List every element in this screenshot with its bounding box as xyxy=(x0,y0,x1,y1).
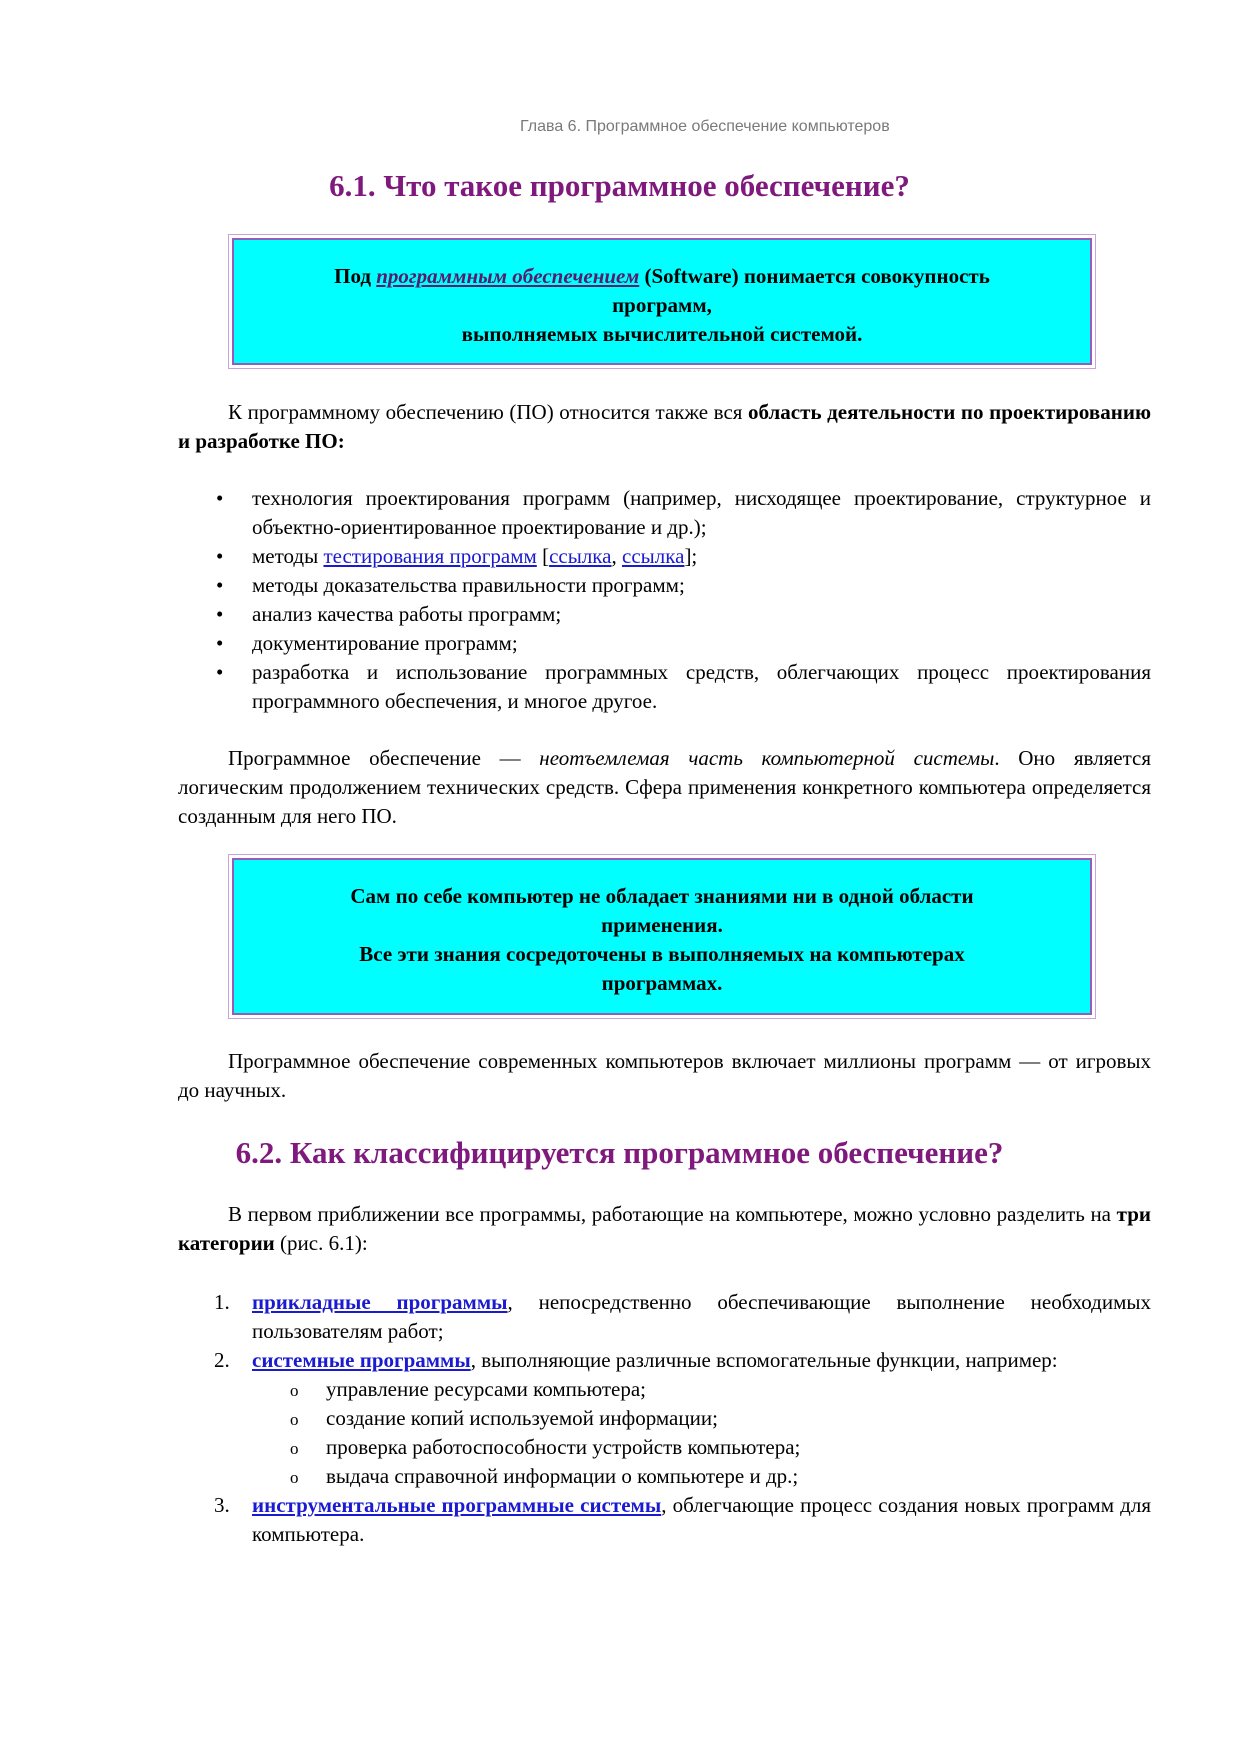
circle-bullet-icon: o xyxy=(290,1468,299,1487)
callout-prefix: Под xyxy=(334,264,377,288)
sub-item-text: выдача справочной информации о компьютере и др.; xyxy=(326,1464,799,1488)
numbered-item-applied xyxy=(178,1288,1151,1346)
list-item-text: методы доказательства правильности программ; xyxy=(252,573,685,597)
numbered-item-system xyxy=(178,1346,1151,1491)
callout-term: программным обеспечением xyxy=(376,264,640,288)
paragraph-integral-italic: неотъемлемая часть компьютерной системы xyxy=(539,746,995,770)
categories-numbered-list xyxy=(178,1288,1151,1549)
sub-list-item xyxy=(252,1462,1151,1491)
list-item xyxy=(178,484,1151,542)
list-item xyxy=(178,542,1151,571)
circle-bullet-icon: o xyxy=(290,1381,299,1400)
list-item-text: методы xyxy=(252,544,324,568)
running-header: Глава 6. Программное обеспечение компьютеров xyxy=(520,118,890,135)
callout-line-2: программ, xyxy=(612,293,712,317)
list-item-text: документирование программ; xyxy=(252,631,518,655)
paragraph-millions-programs: Программное обеспечение современных компьютеров включает миллионы программ — от игровых до научных. xyxy=(178,1049,1151,1102)
bracket-close: ]; xyxy=(684,544,698,568)
sub-list-item xyxy=(252,1404,1151,1433)
link-system-programs[interactable]: системные программы xyxy=(252,1348,471,1372)
callout2-line-4: программах. xyxy=(601,971,723,995)
bullet-icon: • xyxy=(216,544,224,568)
link-testing-programs[interactable]: тестирования программ xyxy=(323,544,537,568)
item-number: 1. xyxy=(214,1290,230,1314)
sub-list-item xyxy=(252,1375,1151,1404)
paragraph-categories-start: В первом приближении все программы, работающие на компьютере, можно условно разделить на xyxy=(228,1202,1117,1226)
list-item xyxy=(178,658,1151,716)
list-item-text: анализ качества работы программ; xyxy=(252,602,562,626)
section-title-6-2: 6.2. Как классифицируется программное обеспечение? xyxy=(235,1135,1004,1170)
list-item-text: разработка и использование программных средств, облегчающих процесс проектирования программного обеспечения, и многое другое. xyxy=(252,660,1151,713)
item-number: 2. xyxy=(214,1348,230,1372)
sub-item-text: проверка работоспособности устройств компьютера; xyxy=(326,1435,801,1459)
callout-line-3: выполняемых вычислительной системой. xyxy=(461,322,863,346)
section-title-6-1: 6.1. Что такое программное обеспечение? xyxy=(329,168,910,203)
knowledge-callout xyxy=(232,858,1092,1015)
sub-item-text: создание копий используемой информации; xyxy=(326,1406,718,1430)
bullet-icon: • xyxy=(216,486,224,510)
system-functions-sublist xyxy=(252,1375,1151,1491)
bracket-open: [ xyxy=(536,544,550,568)
paragraph-categories-rest: (рис. 6.1): xyxy=(274,1231,368,1255)
item-text: , непосредственно обеспечивающие выполнение необходимых пользователям работ; xyxy=(252,1290,1151,1343)
paragraph-integral-start: Программное обеспечение — xyxy=(228,746,540,770)
callout2-line-1: Сам по себе компьютер не обладает знаниями ни в одной области xyxy=(350,884,974,908)
definition-callout xyxy=(232,238,1092,365)
link-reference-1[interactable]: ссылка xyxy=(549,544,612,568)
numbered-item-tools xyxy=(178,1491,1151,1549)
link-applied-programs[interactable]: прикладные программы xyxy=(252,1290,508,1314)
circle-bullet-icon: o xyxy=(290,1410,299,1429)
link-reference-2[interactable]: ссылка xyxy=(622,544,685,568)
bullet-icon: • xyxy=(216,631,224,655)
paragraph-three-categories xyxy=(178,1200,1151,1258)
list-item xyxy=(178,600,1151,629)
bullet-icon: • xyxy=(216,660,224,684)
list-item-text: технология проектирования программ (например, нисходящее проектирование, структурное и объектно-ориентированное проектирование и др.); xyxy=(252,486,1151,539)
bullet-icon: • xyxy=(216,573,224,597)
bullet-icon: • xyxy=(216,602,224,626)
callout-line1-rest: (Software) понимается совокупность xyxy=(639,264,990,288)
paragraph-categories-bold: три категории xyxy=(178,1202,1151,1255)
paragraph-scope-text: К программному обеспечению (ПО) относится также вся xyxy=(228,400,749,424)
comma-separator: , xyxy=(611,544,622,568)
callout2-line-3: Все эти знания сосредоточены в выполняемых на компьютерах xyxy=(359,942,965,966)
link-tool-systems[interactable]: инструментальные программные системы xyxy=(252,1493,662,1517)
sub-item-text: управление ресурсами компьютера; xyxy=(326,1377,647,1401)
list-item xyxy=(178,629,1151,658)
callout-line-1 xyxy=(234,262,1090,291)
paragraph-scope-bold: область деятельности по проектированию и разработке ПО: xyxy=(178,400,1151,453)
sub-list-item xyxy=(252,1433,1151,1462)
item-number: 3. xyxy=(214,1493,230,1517)
item-text: , облегчающие процесс создания новых программ для компьютера. xyxy=(252,1493,1151,1546)
paragraph-integral-part xyxy=(178,744,1151,831)
paragraph-integral-rest: . Оно является логическим продолжением технических средств. Сфера применения конкретного компьютера определяется созданным для него ПО. xyxy=(178,746,1152,828)
activity-bullet-list xyxy=(178,484,1151,716)
paragraph-scope xyxy=(178,398,1151,456)
circle-bullet-icon: o xyxy=(290,1439,299,1458)
callout2-line-2: применения. xyxy=(601,913,723,937)
list-item xyxy=(178,571,1151,600)
item-text: , выполняющие различные вспомогательные функции, например: xyxy=(470,1348,1058,1372)
